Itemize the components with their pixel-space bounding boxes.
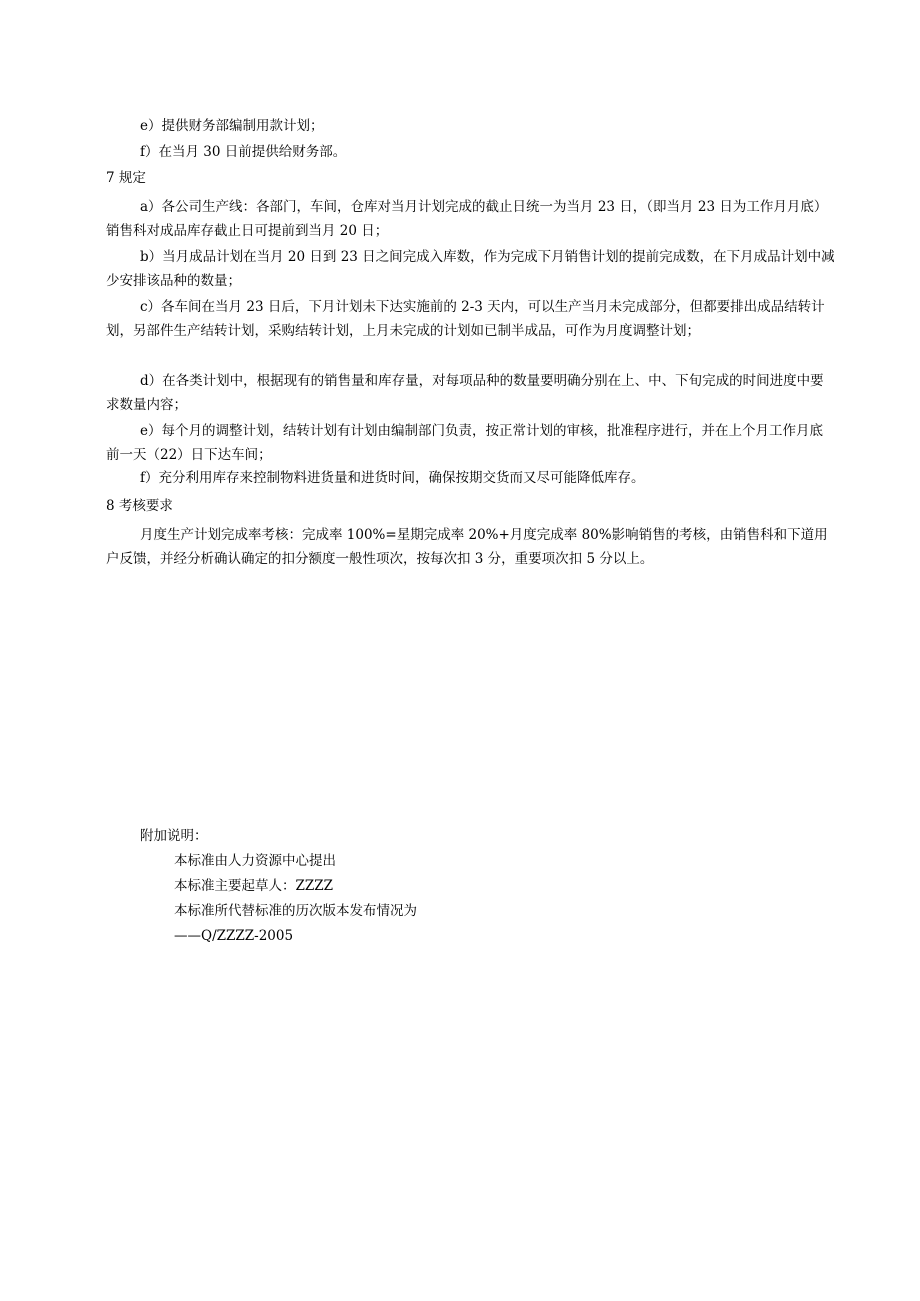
section7-item-c: c）各车间在当月 23 日后，下月计划未下达实施前的 2-3 天内，可以生产当月未完成部分，但都要排出成品结转计划，另部件生产结转计划，采购结转计划，上月未完成的计划如已制半成品，可作为月度调整计划；: [106, 299, 825, 339]
section7-item-a: a）各公司生产线：各部门，车间，仓库对当月计划完成的截止日统一为当月 23 日，（即当月 23 日为工作月月底）销售科对成品库存截止日可提前到当月 20 日；: [106, 199, 828, 239]
section6-item-e: e）提供财务部编制用款计划；: [140, 118, 324, 134]
appendix-heading: 附加说明：: [140, 828, 208, 844]
appendix-line-history: 本标准所代替标准的历次版本发布情况为: [174, 903, 417, 919]
appendix-line-drafter: 本标准主要起草人：ZZZZ: [174, 878, 334, 894]
section7-item-b: b）当月成品计划在当月 20 日到 23 日之间完成入库数，作为完成下月销售计划的提前完成数，在下月成品计划中减少安排该品种的数量；: [106, 249, 835, 289]
section8-body: 月度生产计划完成率考核：完成率 100%=星期完成率 20%+月度完成率 80%影响销售的考核，由销售科和下道用户反馈，并经分析确认确定的扣分额度一般性项次，按每次扣 3 分，重要项次扣 5 分以上。: [106, 527, 828, 567]
section8-heading: 8 考核要求: [106, 498, 173, 514]
appendix-line-proposer: 本标准由人力资源中心提出: [174, 853, 336, 869]
section6-item-f: f）在当月 30 日前提供给财务部。: [140, 144, 347, 160]
section7-item-f: f）充分利用库存来控制物料进货量和进货时间，确保按期交货而又尽可能降低库存。: [140, 470, 645, 486]
section7-heading: 7 规定: [106, 170, 146, 186]
section7-item-e: e）每个月的调整计划，结转计划有计划由编制部门负责，按正常计划的审核，批准程序进行，并在上个月工作月底前一天（22）日下达车间；: [106, 423, 823, 463]
appendix-line-version: ——Q/ZZZZ-2005: [174, 928, 294, 944]
section7-item-d: d）在各类计划中，根据现有的销售量和库存量，对每项品种的数量要明确分别在上、中、下旬完成的时间进度中要求数量内容；: [106, 373, 824, 413]
